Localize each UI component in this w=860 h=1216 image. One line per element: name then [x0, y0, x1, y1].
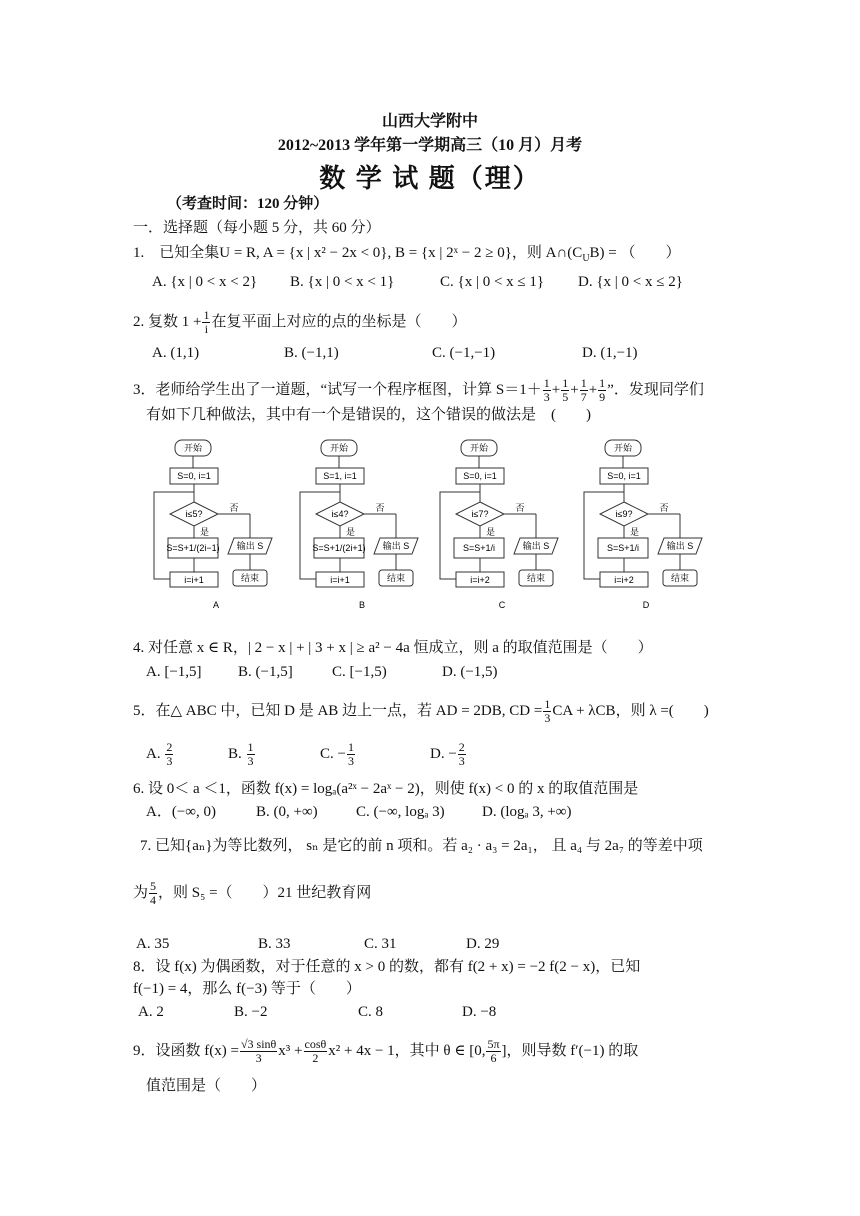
fraction-denominator: 3: [544, 711, 551, 725]
condition-label: i≤4?: [331, 509, 349, 519]
increment-label: i=i+2: [470, 575, 490, 585]
question-9-post: ]，则导数 f′(−1) 的取: [501, 1042, 639, 1059]
option-c: C. 31: [364, 936, 397, 952]
fraction-numerator: 2: [458, 740, 465, 754]
question-9-mid: x³ +: [278, 1042, 303, 1059]
question-8-options: [138, 1002, 496, 1022]
flowchart-diagram: [296, 436, 436, 616]
fraction-denominator: 6: [490, 1051, 497, 1065]
option-a-fraction: [165, 741, 173, 768]
fraction-numerator: 2: [166, 740, 173, 754]
question-5-options: [146, 741, 467, 768]
question-9-line2: 值范围是（ ）: [146, 1078, 267, 1094]
option-b-fraction: [247, 741, 255, 768]
question-4: 4. 对任意 x ∈ R，| 2 − x | + | 3 + x | ≥ a² − 4a 恒成立，则 a 的取值范围是（ ）: [133, 640, 653, 656]
question-1-stem-end: B) = （ ）: [589, 245, 681, 261]
option-b: B. −2: [234, 1004, 268, 1020]
output-label: 输出 S: [522, 541, 550, 551]
exam-name: 2012~2013 学年第一学期高三（10 月）月考: [277, 137, 583, 154]
condition-label: i≤9?: [615, 509, 633, 519]
option-b-label: B.: [228, 745, 242, 762]
end-label: 结束: [386, 573, 406, 583]
frac-1-5: [561, 377, 569, 404]
option-a: A. {x | 0 < x < 2}: [152, 274, 258, 290]
body-label: S=S+1/i: [462, 543, 496, 553]
question-6-options: [146, 802, 572, 822]
end-label: 结束: [240, 573, 260, 583]
flowchart-diagram: [580, 436, 720, 616]
option-a: A. 35: [136, 936, 170, 952]
option-a: A. [−1,5]: [146, 664, 202, 680]
option-d: D. {x | 0 < x ≤ 2}: [578, 274, 683, 290]
question-5: [133, 698, 709, 725]
option-d: D. 29: [466, 936, 500, 952]
body-label: S=S+1/(2i−1): [166, 543, 220, 553]
flowchart-diagram: [436, 436, 576, 616]
question-5-pre: 5．在△ ABC 中，已知 D 是 AB 边上一点，若 AD = 2DB, CD =: [133, 702, 543, 719]
option-b: B. (−1,1): [284, 345, 339, 361]
init-label: S=0, i=1: [177, 471, 211, 481]
fraction-denominator: 3: [347, 754, 354, 768]
output-label: 输出 S: [666, 541, 694, 551]
question-1-options: [152, 272, 683, 292]
option-d: D. (1,−1): [582, 345, 638, 361]
yes-label: 是: [346, 527, 356, 537]
option-b: B. (0, +∞): [256, 804, 318, 820]
question-3: 3．老师给学生出了一道题，“试写一个程序框图，计算 S＝1＋ $\frac{1}{3}$ + $\frac{1}{5}$ + $\frac{1}{7}$ + $\frac{1}{9}$ ”．发现同学们: [133, 376, 704, 404]
flowchart-diagram: [150, 436, 290, 616]
question-2-options: [152, 343, 638, 363]
fraction-denominator: 4: [150, 893, 157, 907]
flowchart-d: [580, 436, 720, 621]
no-label: 否: [659, 503, 669, 513]
condition-label: i≤5?: [185, 509, 203, 519]
fraction-numerator: 1: [580, 376, 587, 390]
no-label: 否: [375, 503, 385, 513]
question-2-fraction: [202, 309, 210, 336]
option-b: [228, 741, 320, 768]
increment-label: i=i+1: [330, 575, 350, 585]
flowchart-b: [296, 436, 436, 621]
end-label: 结束: [526, 573, 546, 583]
option-b: B. 33: [258, 936, 291, 952]
question-9-fraction-2: [304, 1038, 328, 1065]
increment-label: i=i+1: [184, 575, 204, 585]
init-label: S=1, i=1: [323, 471, 357, 481]
fraction-numerator: 5π: [487, 1037, 500, 1051]
question-3-line1: 3．老师给学生出了一道题，“试写一个程序框图，计算 S＝1＋: [133, 381, 542, 398]
fraction-denominator: 3: [247, 754, 254, 768]
page-title: 数 学 试 题（理）: [319, 164, 541, 193]
fraction-denominator: 3: [166, 754, 173, 768]
question-5-post: CA + λCB，则 λ =( ): [552, 702, 709, 719]
fraction-denominator: 5: [562, 390, 569, 404]
fraction-denominator: i: [204, 322, 209, 336]
question-7-post: ，则 S₅ =（ ）21 世纪教育网: [158, 884, 372, 901]
frac-1-3: [543, 377, 551, 404]
option-b: B. {x | 0 < x < 1}: [290, 274, 395, 290]
question-7-options: [136, 934, 499, 954]
fraction-numerator: 5: [150, 879, 157, 893]
fraction-denominator: 3: [458, 754, 465, 768]
fraction-numerator: 1: [544, 697, 551, 711]
option-d-fraction: [458, 741, 466, 768]
question-7-line2: [133, 880, 371, 907]
no-label: 否: [229, 503, 239, 513]
fraction-numerator: 1: [203, 308, 210, 322]
option-d: D. (−1,5): [442, 664, 498, 680]
init-label: S=0, i=1: [607, 471, 641, 481]
flowchart-label: B: [358, 600, 366, 610]
question-5-fraction: [543, 698, 551, 725]
option-c: [320, 741, 430, 768]
question-8: 8．设 f(x) 为偶函数，对于任意的 x > 0 的数，都有 f(2 + x) = −2 f(2 − x)，已知: [133, 959, 641, 975]
body-label: S=S+1/i: [606, 543, 640, 553]
end-label: 结束: [670, 573, 690, 583]
section-heading: 一．选择题（每小题 5 分，共 60 分）: [133, 220, 381, 236]
option-d: [430, 741, 467, 768]
option-c: C. (−∞, logₐ 3): [356, 804, 445, 820]
option-a-label: A.: [146, 745, 161, 762]
question-9-mid2: x² + 4x − 1，其中 θ ∈ [0,: [328, 1042, 486, 1059]
body-label: S=S+1/(2i+1): [312, 543, 366, 553]
question-8-line2: f(−1) = 4，那么 f(−3) 等于（ ）: [133, 981, 361, 997]
no-label: 否: [515, 503, 525, 513]
yes-label: 是: [200, 527, 210, 537]
option-c: C. (−1,−1): [432, 345, 496, 361]
question-3-tail: ”．发现同学们: [607, 381, 704, 398]
option-a: A．(−∞, 0): [146, 804, 216, 820]
question-6: 6. 设 0＜ a ＜1，函数 f(x) = logₐ(a²ˣ − 2aˣ − 2)，则使 f(x) < 0 的 x 的取值范围是: [133, 781, 639, 797]
yes-label: 是: [486, 527, 496, 537]
init-label: S=0, i=1: [463, 471, 497, 481]
fraction-numerator: 1: [347, 740, 354, 754]
option-c: C. [−1,5): [332, 664, 387, 680]
question-7: 7. 已知{aₙ}为等比数列， sₙ 是它的前 n 项和。若 a₂ · a₃ = 2a₁， 且 a₄ 与 2a₇ 的等差中项: [140, 838, 703, 854]
frac-1-7: [580, 377, 588, 404]
option-c: C. 8: [358, 1004, 384, 1020]
option-a: [146, 741, 228, 768]
option-a: A. 2: [138, 1004, 164, 1020]
question-2-pre: 2. 复数 1 +: [133, 313, 202, 330]
option-d-label: D. −: [430, 745, 457, 762]
school-name: 山西大学附中: [381, 113, 478, 130]
option-b: B. (−1,5]: [238, 664, 293, 680]
question-1-stem: 1. 已知全集U = R, A = {x | x² − 2x < 0}, B = {x | 2ˣ − 2 ≥ 0}，则 A∩(C: [133, 245, 583, 261]
question-4-options: [146, 662, 498, 682]
fraction-numerator: √3 sinθ: [240, 1037, 277, 1051]
flowchart-c: [436, 436, 576, 621]
flowchart-label: C: [498, 600, 506, 610]
fraction-denominator: 9: [599, 390, 606, 404]
option-c-fraction: [347, 741, 355, 768]
fraction-numerator: cosθ: [304, 1037, 327, 1051]
condition-label: i≤7?: [471, 509, 489, 519]
question-7-pre: 为: [133, 884, 149, 901]
flowchart-a: [150, 436, 290, 621]
question-9-fraction-1: [240, 1038, 277, 1065]
question-1-subscript: U: [582, 253, 590, 264]
start-label: 开始: [469, 443, 489, 453]
yes-label: 是: [630, 527, 640, 537]
flowchart-label: D: [642, 600, 650, 610]
question-9-pre: 9．设函数 f(x) =: [133, 1042, 239, 1059]
start-label: 开始: [183, 443, 203, 453]
increment-label: i=i+2: [614, 575, 634, 585]
fraction-numerator: 1: [562, 376, 569, 390]
fraction-numerator: 1: [543, 376, 550, 390]
option-c: C. {x | 0 < x ≤ 1}: [440, 274, 545, 290]
fraction-numerator: 1: [247, 740, 254, 754]
question-1: [133, 243, 681, 269]
start-label: 开始: [329, 443, 349, 453]
frac-1-9: [598, 377, 606, 404]
fraction-denominator: 7: [580, 390, 587, 404]
question-2-post: 在复平面上对应的点的坐标是（ ）: [211, 313, 467, 330]
question-7-fraction: [149, 880, 157, 907]
fraction-numerator: 1: [599, 376, 606, 390]
exam-time: （考查时间：120 分钟）: [167, 196, 329, 212]
option-d: D. (logₐ 3, +∞): [482, 804, 572, 820]
question-9-fraction-3: [486, 1038, 500, 1065]
start-label: 开始: [613, 443, 633, 453]
output-label: 输出 S: [236, 541, 264, 551]
option-d: D. −8: [462, 1004, 497, 1020]
flowchart-label: A: [212, 600, 220, 610]
option-a: A. (1,1): [152, 345, 200, 361]
fraction-denominator: 2: [312, 1051, 319, 1065]
option-c-label: C. −: [320, 745, 346, 762]
output-label: 输出 S: [382, 541, 410, 551]
fraction-denominator: 3: [543, 390, 550, 404]
question-2: [133, 309, 466, 336]
fraction-denominator: 3: [255, 1051, 262, 1065]
question-9: [133, 1038, 638, 1065]
question-3-line2: 有如下几种做法，其中有一个是错误的，这个错误的做法是 ( ): [146, 407, 591, 423]
